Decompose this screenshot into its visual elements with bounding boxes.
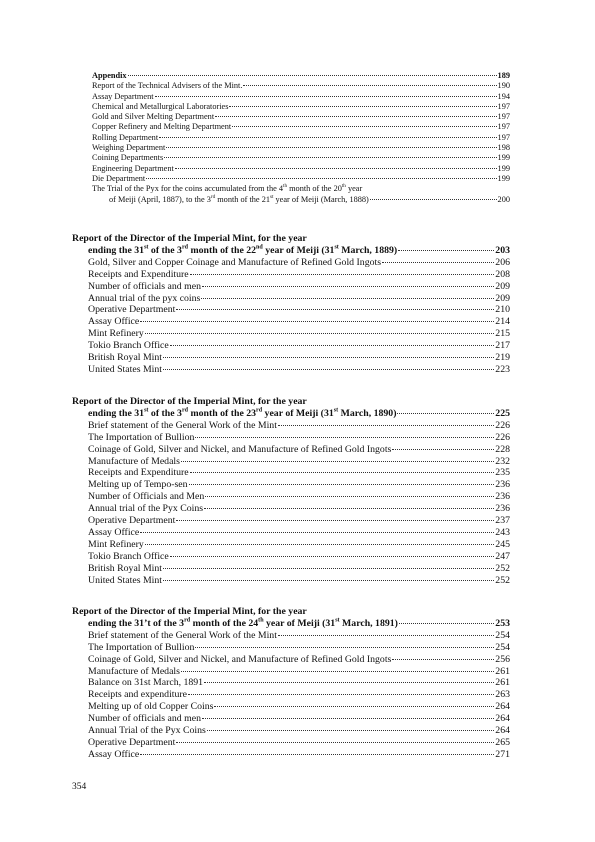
toc-entry-title: Copper Refinery and Melting Department (92, 122, 232, 132)
toc-entry-title: Assay Office (88, 526, 140, 538)
toc-entry[interactable] (88, 316, 510, 328)
dot-leader (202, 286, 494, 287)
pyx-text: year (345, 184, 363, 194)
toc-entry-title: Assay Office (88, 748, 140, 760)
pyx-text: month of the 20 (287, 184, 342, 194)
heading-superscript: st (335, 617, 340, 624)
heading-superscript: rd (184, 617, 191, 624)
toc-entry[interactable] (88, 491, 510, 503)
toc-entry[interactable] (88, 432, 510, 444)
dot-leader (202, 718, 494, 719)
pyx-text-part: of Meiji (April, 1887), to the 3 (109, 194, 211, 204)
toc-entry-title: Chemical and Metallurgical Laboratories (92, 101, 229, 111)
toc-entry-title: Die Department (92, 173, 146, 183)
toc-entry-title: Number of Officials and Men (88, 491, 205, 503)
toc-entry-title: Operative Department (88, 304, 176, 316)
page-number: 354 (72, 782, 87, 792)
dot-leader (159, 137, 496, 138)
pyx-text-part: year of Meiji (March, 1888) (273, 194, 369, 204)
dot-leader (392, 659, 494, 660)
toc-entry-page: 210 (495, 304, 510, 316)
pyx-superscript: th (341, 183, 346, 190)
toc-entry-page: 226 (495, 431, 510, 443)
toc-entry-page: 197 (497, 112, 510, 122)
toc-entry-page: 256 (495, 653, 510, 665)
pyx-superscript: rd (210, 193, 216, 200)
toc-entry-title: Melting up of old Copper Coins (88, 701, 214, 713)
toc-entry[interactable] (88, 642, 510, 654)
toc-entry-title: The Importation of Bullion (88, 641, 195, 653)
toc-entry[interactable] (88, 467, 510, 479)
toc-entry[interactable] (88, 281, 510, 293)
toc-entry-title: United States Mint (88, 363, 163, 375)
heading-part: year of Meiji (31 (263, 617, 336, 629)
heading-part: March, 1890) (338, 407, 397, 419)
toc-entry-page: 223 (495, 363, 510, 375)
toc-entry-page: 217 (495, 340, 510, 352)
toc-entry[interactable] (88, 563, 510, 575)
dot-leader (140, 532, 494, 533)
heading-superscript: st (144, 407, 149, 414)
toc-entry[interactable] (92, 102, 510, 112)
dot-leader (145, 333, 495, 334)
toc-entry-page: 197 (497, 101, 510, 111)
dot-leader (163, 369, 494, 370)
toc-entry-title: Coinage of Gold, Silver and Nickel, and Manufacture of Refined Gold Ingots (88, 443, 392, 455)
heading-superscript: nd (256, 244, 263, 251)
toc-entry-title: Brief statement of the General Work of the Mint (88, 629, 277, 641)
report-heading-line2 (88, 245, 397, 257)
pyx-text (109, 195, 369, 205)
toc-entry-title: Receipts and Expenditure (88, 268, 189, 280)
toc-entry[interactable] (88, 527, 510, 539)
toc-entry-page: 252 (495, 562, 510, 574)
toc-entry-page: 271 (495, 748, 510, 760)
dot-leader (163, 357, 494, 358)
toc-entry-page: 199 (497, 173, 510, 183)
appendix-heading-page: 189 (497, 71, 510, 80)
heading-superscript: rd (256, 407, 263, 414)
toc-entry[interactable] (92, 112, 510, 122)
dot-leader (163, 580, 494, 581)
toc-entry[interactable] (92, 143, 510, 153)
toc-entry-page: 264 (495, 725, 510, 737)
dot-leader (398, 250, 494, 251)
toc-entry-title: The Importation of Bullion (88, 431, 195, 443)
dot-leader (207, 730, 494, 731)
report-heading-page: 225 (495, 407, 510, 419)
report-heading-line2 (88, 618, 398, 630)
toc-entry-page: 254 (495, 641, 510, 653)
toc-entry[interactable] (88, 293, 510, 305)
dot-leader (399, 623, 494, 624)
dot-leader (181, 671, 494, 672)
dot-leader (243, 85, 496, 86)
toc-entry-title: Annual Trial of the Pyx Coins (88, 725, 206, 737)
heading-part: month of the 22 (188, 244, 257, 256)
dot-leader (140, 754, 494, 755)
toc-entry-title: Coining Departments (92, 153, 164, 163)
toc-entry[interactable] (88, 701, 510, 713)
toc-entry[interactable] (88, 666, 510, 678)
toc-entry[interactable] (92, 81, 510, 91)
toc-entry-page: 265 (495, 736, 510, 748)
dot-leader (204, 682, 494, 683)
dot-leader (214, 706, 494, 707)
pyx-superscript: st (270, 193, 274, 200)
toc-entry-page: 236 (495, 479, 510, 491)
toc-entry-page: 264 (495, 713, 510, 725)
toc-entry-title: British Royal Mint (88, 562, 163, 574)
report-heading-page: 253 (495, 617, 510, 629)
toc-entry[interactable] (88, 677, 510, 689)
toc-entry[interactable] (88, 364, 510, 376)
dot-leader (146, 178, 496, 179)
heading-part: ending the 31 (88, 244, 145, 256)
toc-entry[interactable] (92, 92, 510, 102)
toc-entry[interactable] (88, 539, 510, 551)
toc-entry-page: 199 (497, 153, 510, 163)
report-heading-page: 203 (495, 244, 510, 256)
toc-entry-page: 247 (495, 550, 510, 562)
heading-part: year of Meiji (31 (262, 407, 334, 419)
dot-leader (201, 298, 494, 299)
toc-entry-title: Brief statement of the General Work of the Mint (88, 419, 277, 431)
toc-entry-title: Number of officials and men (88, 713, 201, 725)
dot-leader (229, 106, 496, 107)
toc-entry[interactable] (88, 689, 510, 701)
toc-entry-page: 190 (497, 81, 510, 91)
toc-entry-title: Weighing Department (92, 143, 166, 153)
report-heading-entry[interactable] (88, 618, 510, 630)
toc-entry[interactable] (92, 122, 510, 132)
dot-leader (163, 568, 494, 569)
toc-entry[interactable] (88, 575, 510, 587)
toc-entry-page: 226 (495, 419, 510, 431)
toc-entry-page: 215 (495, 328, 510, 340)
dot-leader (190, 472, 495, 473)
toc-entry-page: 261 (495, 677, 510, 689)
toc-entry[interactable] (88, 737, 510, 749)
dot-leader (166, 147, 496, 148)
toc-entry-title: Operative Department (88, 736, 176, 748)
dot-leader (205, 496, 494, 497)
toc-entry-page: 254 (495, 629, 510, 641)
toc-entry-page: 214 (495, 316, 510, 328)
report-heading-line2 (88, 408, 396, 420)
toc-entry-title: Tokio Branch Office (88, 550, 169, 562)
toc-entry-page: 209 (495, 292, 510, 304)
toc-entry[interactable] (92, 133, 510, 143)
report-heading-entry[interactable] (88, 245, 510, 257)
toc-entry-title: Annual trial of the Pyx Coins (88, 503, 204, 515)
dot-leader (195, 437, 494, 438)
toc-entry-page: 252 (495, 574, 510, 586)
dot-leader (140, 321, 494, 322)
toc-entry-title: British Royal Mint (88, 352, 163, 364)
toc-entry-page: 236 (495, 503, 510, 515)
toc-entry[interactable] (88, 257, 510, 269)
toc-entry-page: 199 (497, 163, 510, 173)
appendix-section (92, 71, 510, 205)
dot-leader (215, 116, 496, 117)
toc-entry-page: 245 (495, 538, 510, 550)
report-heading-line1: Report of the Director of the Imperial Mint, for the year (72, 233, 307, 244)
toc-entry-page: 198 (497, 143, 510, 153)
dot-leader (181, 461, 494, 462)
pyx-trial-entry-line1[interactable] (92, 184, 510, 194)
toc-entry-title: Coinage of Gold, Silver and Nickel, and Manufacture of Refined Gold Ingots (88, 653, 392, 665)
dot-leader (190, 274, 495, 275)
toc-entry-title: Number of officials and men (88, 280, 201, 292)
toc-entry-title: Gold, Silver and Copper Coinage and Manufacture of Refined Gold Ingots (88, 256, 382, 268)
toc-entry-page: 235 (495, 467, 510, 479)
dot-leader (164, 157, 496, 158)
toc-entry-page: 208 (495, 268, 510, 280)
heading-part: ending the 31 (88, 407, 145, 419)
toc-entry[interactable] (88, 420, 510, 432)
heading-part: month of the 24 (190, 617, 259, 629)
toc-entry[interactable] (88, 725, 510, 737)
appendix-heading-entry[interactable] (92, 71, 510, 81)
dot-leader (145, 544, 495, 545)
heading-part: of the 3 (148, 244, 182, 256)
toc-entry-page: 261 (495, 665, 510, 677)
dot-leader (382, 262, 494, 263)
toc-entry-title: Assay Department (92, 91, 154, 101)
pyx-text-part: month of the 21 (215, 194, 270, 204)
dot-leader (170, 556, 495, 557)
toc-entry[interactable] (88, 352, 510, 364)
toc-entry-title: Gold and Silver Melting Department (92, 112, 215, 122)
toc-entry-page: 206 (495, 256, 510, 268)
toc-entry-title: Operative Department (88, 515, 176, 527)
toc-entry[interactable] (88, 515, 510, 527)
heading-part: of the 3 (148, 407, 182, 419)
appendix-heading: Appendix (92, 71, 127, 80)
toc-entry-title: Report of the Technical Advisers of the Mint. (92, 81, 243, 91)
toc-entry[interactable] (88, 304, 510, 316)
heading-part: March, 1891) (339, 617, 398, 629)
heading-superscript: st (333, 407, 339, 414)
toc-entry-title: Manufacture of Medals (88, 665, 180, 677)
toc-entry-title: Balance on 31st March, 1891 (88, 677, 204, 689)
report-section-1889 (72, 233, 510, 376)
pyx-superscript: th (283, 183, 288, 190)
dot-leader (195, 647, 494, 648)
heading-part: March, 1889) (338, 244, 398, 256)
toc-entry-title: Tokio Branch Office (88, 340, 169, 352)
toc-entry-page: 232 (495, 455, 510, 467)
toc-entry-page: 228 (495, 443, 510, 455)
toc-entry-page: 209 (495, 280, 510, 292)
report-section-1891 (72, 606, 510, 761)
report-heading-line1: Report of the Director of the Imperial Mint, for the year (72, 606, 307, 617)
toc-entry[interactable] (92, 164, 510, 174)
report-heading-entry[interactable] (88, 408, 510, 420)
toc-entry-page: 200 (497, 194, 510, 204)
dot-leader (370, 199, 497, 200)
heading-superscript: st (334, 244, 339, 251)
toc-entry-page: 219 (495, 352, 510, 364)
dot-leader (176, 309, 494, 310)
toc-entry[interactable] (92, 174, 510, 184)
toc-entry-title: Manufacture of Medals (88, 455, 180, 467)
dot-leader (204, 508, 494, 509)
dot-leader (170, 345, 495, 346)
heading-superscript: rd (181, 244, 188, 251)
dot-leader (278, 635, 494, 636)
report-section-1890 (72, 396, 510, 587)
toc-entry[interactable] (88, 551, 510, 563)
dot-leader (232, 126, 496, 127)
toc-entry-page: 263 (495, 689, 510, 701)
dot-leader (175, 168, 497, 169)
toc-entry[interactable] (88, 503, 510, 515)
heading-superscript: rd (181, 407, 188, 414)
toc-entry-title: Mint Refinery (88, 538, 144, 550)
dot-leader (189, 484, 495, 485)
toc-entry-page: 264 (495, 701, 510, 713)
dot-leader (188, 694, 494, 695)
toc-entry-title: Engineering Department (92, 163, 174, 173)
toc-entry[interactable] (88, 713, 510, 725)
dot-leader (392, 449, 494, 450)
toc-entry-title: Receipts and Expenditure (88, 467, 189, 479)
toc-entry[interactable] (88, 630, 510, 642)
toc-entry[interactable] (88, 328, 510, 340)
dot-leader (155, 96, 497, 97)
heading-part: month of the 23 (188, 407, 257, 419)
dot-leader (128, 75, 497, 76)
toc-entry[interactable] (88, 340, 510, 352)
toc-entry[interactable] (88, 654, 510, 666)
pyx-trial-entry-line2[interactable] (109, 195, 510, 205)
toc-entry-title: Annual trial of the pyx coins (88, 292, 201, 304)
dot-leader (176, 520, 494, 521)
dot-leader (397, 413, 494, 414)
toc-entry-title: Melting up of Tempo-sen (88, 479, 188, 491)
toc-entry-title: Assay Office (88, 316, 140, 328)
toc-entry-title: Mint Refinery (88, 328, 144, 340)
dot-leader (278, 425, 494, 426)
toc-entry-title: United States Mint (88, 574, 163, 586)
toc-entry[interactable] (88, 444, 510, 456)
toc-entry-title: Rolling Department (92, 132, 159, 142)
dot-leader (176, 742, 494, 743)
toc-entry-page: 243 (495, 526, 510, 538)
heading-superscript: th (258, 617, 264, 624)
toc-entry[interactable] (88, 749, 510, 761)
toc-entry[interactable] (88, 479, 510, 491)
toc-entry-page: 237 (495, 515, 510, 527)
heading-part: year of Meiji (31 (262, 244, 335, 256)
report-heading-line1: Report of the Director of the Imperial Mint, for the year (72, 396, 307, 407)
pyx-text: The Trial of the Pyx for the coins accumulated from the 4 (92, 184, 284, 194)
heading-superscript: st (144, 244, 149, 251)
toc-entry[interactable] (92, 153, 510, 163)
toc-entry-page: 236 (495, 491, 510, 503)
heading-part: ending the 31’t of the 3 (88, 617, 185, 629)
toc-entry-title: Receipts and expenditure (88, 689, 188, 701)
toc-entry-page: 194 (497, 91, 510, 101)
toc-entry-page: 197 (497, 122, 510, 132)
toc-entry[interactable] (88, 269, 510, 281)
toc-entry-page: 197 (497, 132, 510, 142)
toc-entry[interactable] (88, 456, 510, 468)
